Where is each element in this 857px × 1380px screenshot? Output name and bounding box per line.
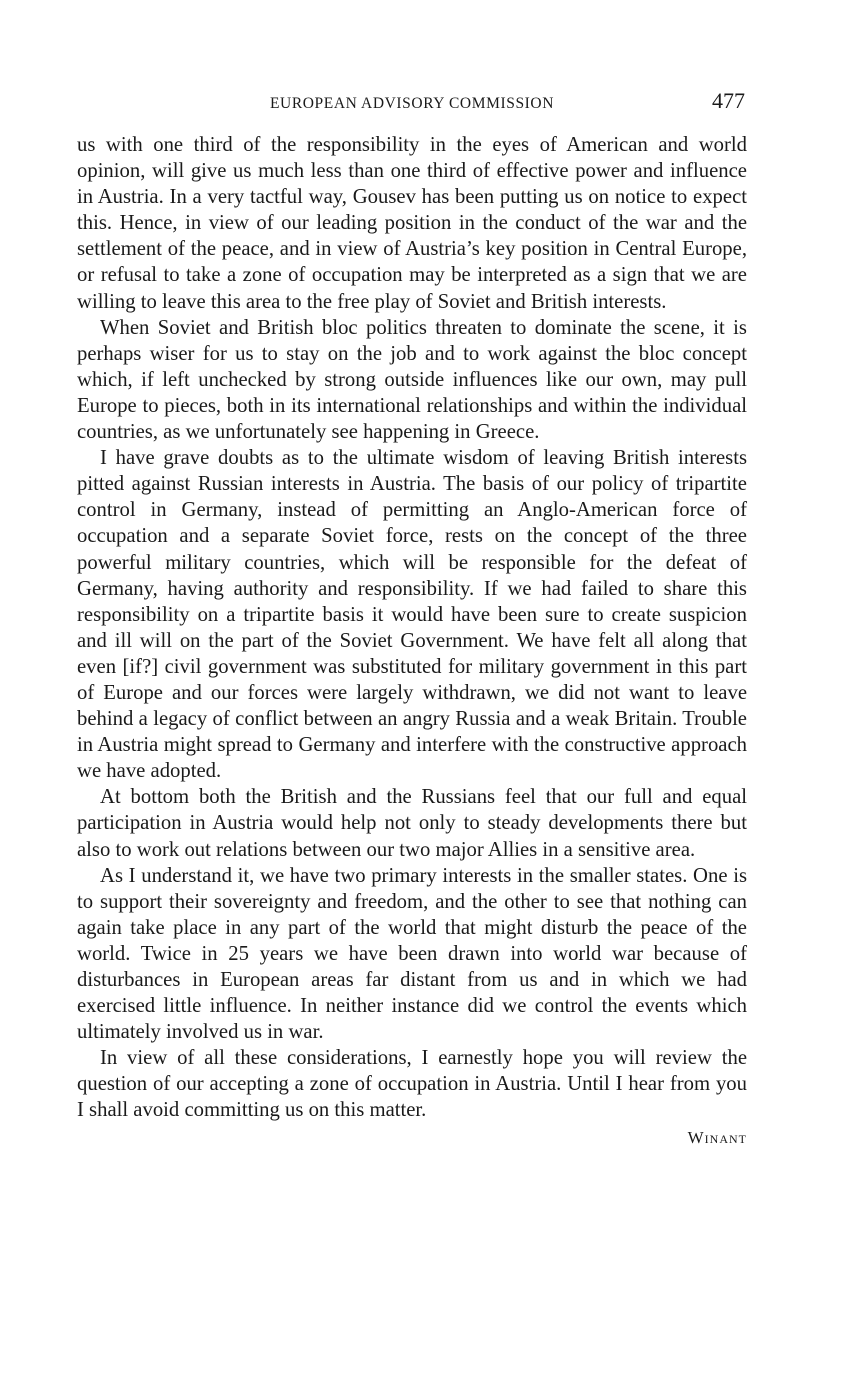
document-page: [77, 88, 747, 1151]
page-number: 477: [712, 88, 745, 113]
paragraph: I have grave doubts as to the ultimate wisdom of leaving British interests pitted against Russian interests in Austria. The basis of our policy of tripartite control in Germany, instead of permitting an Anglo-American force of occupation and a separate Soviet force, rests on the concept of the three powerful military countries, which will be responsible for the defeat of Germany, having authority and responsibility. If we had failed to share this responsibility on a tripartite basis it would have been sure to create suspicion and ill will on the part of the Soviet Government. We have felt all along that even [if?] civil government was substituted for military government in this part of Europe and our forces were largely withdrawn, we did not want to leave behind a legacy of conflict between an angry Russia and a weak Britain. Trouble in Austria might spread to Germany and interfere with the constructive approach we have adopted.: [77, 447, 747, 783]
body-text: [77, 132, 747, 1124]
paragraph: When Soviet and British bloc politics threaten to dominate the scene, it is perhaps wiser for us to stay on the job and to work against the bloc concept which, if left unchecked by strong outside influences like our own, may pull Europe to pieces, both in its international relationships and within the individual countries, as we unfortunately see happening in Greece.: [77, 316, 747, 444]
paragraph: us with one third of the responsibility in the eyes of American and world opinion, will give us much less than one third of effective power and influence in Austria. In a very tactful way, Gousev has been putting us on notice to expect this. Hence, in view of our leading position in the conduct of the war and the settlement of the peace, and in view of Austria’s key position in Central Europe, or refusal to take a zone of occupation may be interpreted as a sign that we are willing to leave this area to the free play of Soviet and British interests.: [77, 134, 747, 313]
paragraph: At bottom both the British and the Russians feel that our full and equal participation in Austria would help not only to steady developments there but also to work out relations between our two major Allies in a sensitive area.: [77, 786, 747, 861]
running-title: EUROPEAN ADVISORY COMMISSION: [269, 95, 555, 112]
signature: Winant: [687, 1127, 747, 1147]
running-header: [77, 88, 747, 122]
paragraph: As I understand it, we have two primary interests in the smaller states. One is to support their sovereignty and freedom, and the other to see that nothing can again take place in any part of the world that might disturb the peace of the world. Twice in 25 years we have been drawn into world war because of disturbances in European areas far distant from us and in which we had exercised little influence. In neither instance did we control the events which ultimately involved us in war.: [77, 864, 747, 1044]
paragraph: In view of all these considerations, I earnestly hope you will review the question of our accepting a zone of occupation in Austria. Until I hear from you I shall avoid committing us on this matter.: [77, 1047, 747, 1122]
